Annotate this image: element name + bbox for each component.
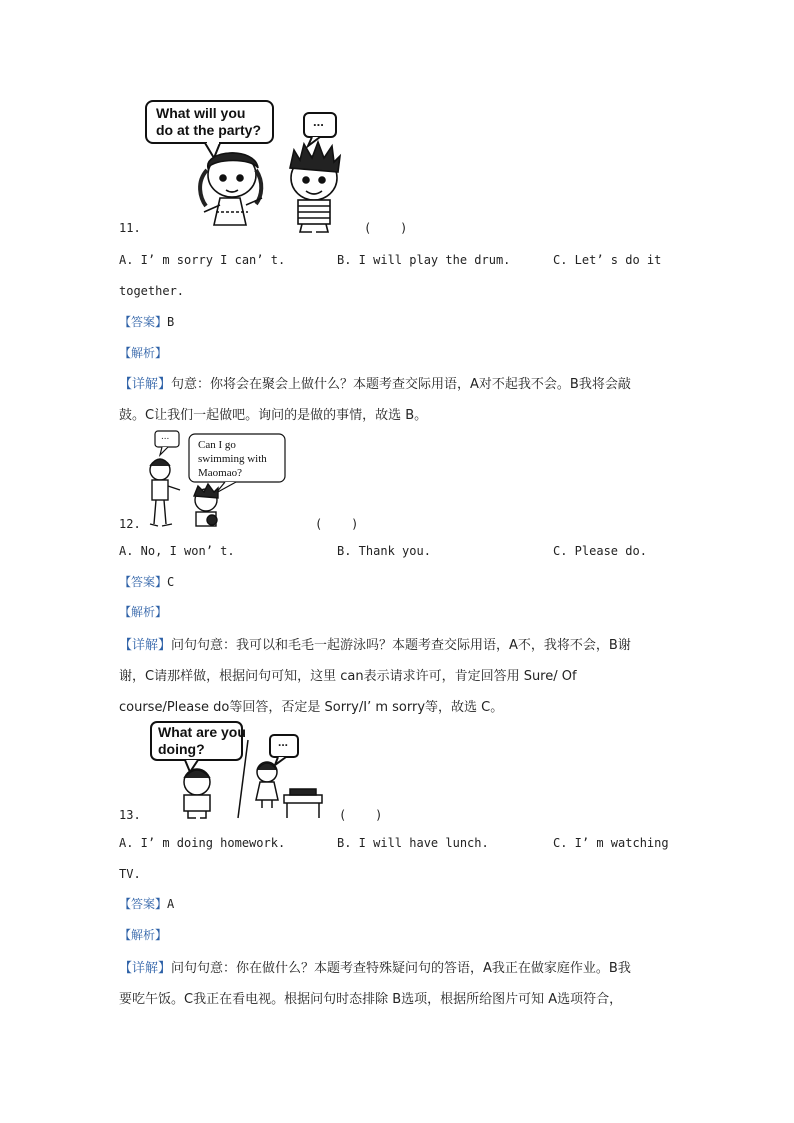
q13-detail-line-2: 要吃午饭。C我正在看电视。根据问句时态排除 B选项，根据所给图片可知 A选项符合， bbox=[119, 992, 623, 1007]
q13-option-b: B. I will have lunch. bbox=[337, 836, 489, 850]
detail-tag: 【详解】 bbox=[119, 377, 172, 392]
answering-girl-cartoon bbox=[256, 762, 278, 808]
q13-option-c-cont: TV. bbox=[119, 867, 141, 881]
detail-tag: 【详解】 bbox=[119, 638, 172, 653]
q13-answer bbox=[119, 895, 174, 912]
study-table bbox=[284, 789, 322, 818]
q13-number: 13. bbox=[119, 808, 141, 822]
q12-bubble-line-1: Can I go bbox=[198, 439, 236, 451]
q13-answer-value: A bbox=[167, 897, 175, 911]
asking-boy-cartoon bbox=[184, 769, 210, 818]
q12-reply-bubble-text: ... bbox=[161, 431, 170, 442]
q12-number: 12. bbox=[119, 517, 141, 531]
q12-answer-blank: ( ) bbox=[315, 517, 359, 531]
q11-detail-text-1: 句意：你将会在聚会上做什么？本题考查交际用语，A对不起我不会。B我将会敲 bbox=[171, 377, 631, 392]
q11-option-c-cont: together. bbox=[119, 284, 185, 298]
detail-tag: 【详解】 bbox=[119, 961, 172, 976]
q11-option-a: A. I’ m sorry I can’ t. bbox=[119, 253, 286, 267]
q12-bubble-line-2: swimming with bbox=[198, 453, 267, 465]
q11-option-c: C. Let’ s do it bbox=[553, 253, 662, 267]
q11-reply-bubble-text: ... bbox=[313, 114, 324, 129]
q11-answer-blank: ( ) bbox=[364, 221, 408, 235]
q11-bubble-line-2: do at the party? bbox=[156, 122, 262, 138]
q13-answer-blank: ( ) bbox=[339, 808, 383, 822]
q12-answer-value: C bbox=[167, 575, 175, 589]
q12-analysis-tag: 【解析】 bbox=[119, 605, 168, 619]
q11-answer-value: B bbox=[167, 315, 175, 329]
q13-detail-text-1: 问句句意：你在做什么？本题考查特殊疑问句的答语，A我正在做家庭作业。B我 bbox=[171, 961, 631, 976]
q13-detail-line-1 bbox=[119, 957, 631, 976]
q12-detail-text-1: 问句句意：我可以和毛毛一起游泳吗？本题考查交际用语，A不，我将不会，B谢 bbox=[171, 638, 631, 653]
q11-analysis-tag: 【解析】 bbox=[119, 346, 168, 360]
answer-tag: 【答案】 bbox=[119, 315, 168, 329]
q13-option-c: C. I’ m watching bbox=[553, 836, 669, 850]
q12-bubble-line-3: Maomao? bbox=[198, 467, 242, 479]
q11-bubble-line-1: What will you bbox=[156, 105, 246, 121]
q13-reply-bubble-text: ... bbox=[278, 735, 289, 749]
q13-bubble-line-1: What are you bbox=[158, 724, 246, 740]
q12-detail-line-3: course/Please do等回答，否定是 Sorry/I’ m sorry等，故选 C。 bbox=[119, 700, 504, 715]
q12-detail-line-2: 谢，C请那样做，根据问句可知，这里 can表示请求许可，肯定回答用 Sure/ Of bbox=[119, 669, 577, 684]
q12-option-c: C. Please do. bbox=[553, 544, 647, 558]
answer-tag: 【答案】 bbox=[119, 575, 168, 589]
q11-detail-line-2: 鼓。C让我们一起做吧。询问的是做的事情，故选 B。 bbox=[119, 408, 428, 423]
q13-bubble-line-2: doing? bbox=[158, 741, 205, 757]
q11-option-b: B. I will play the drum. bbox=[337, 253, 511, 267]
answer-tag: 【答案】 bbox=[119, 897, 168, 911]
q12-option-b: B. Thank you. bbox=[337, 544, 431, 558]
q13-option-a: A. I’ m doing homework. bbox=[119, 836, 286, 850]
q13-analysis-tag: 【解析】 bbox=[119, 928, 168, 942]
q12-option-a: A. No, I won’ t. bbox=[119, 544, 235, 558]
q11-number: 11. bbox=[119, 221, 141, 235]
